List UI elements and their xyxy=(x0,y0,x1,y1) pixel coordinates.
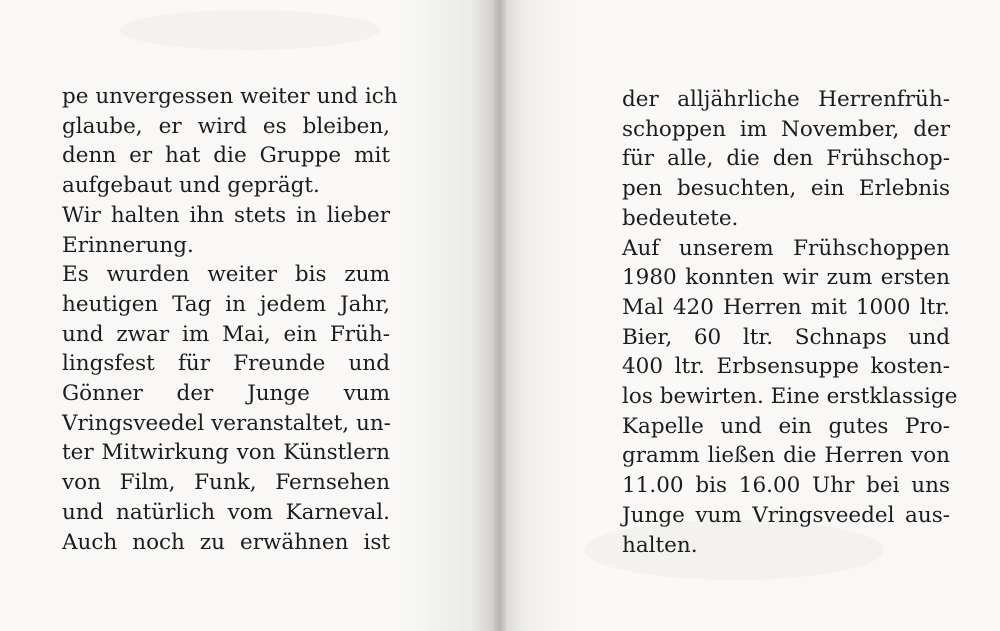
text-line: Auf unserem Frühschoppen xyxy=(622,235,950,261)
text-line: Kapelle und ein gutes Pro- xyxy=(622,413,950,439)
text-line: Mal 420 Herren mit 1000 ltr. xyxy=(622,294,950,320)
text-line: Es wurden weiter bis zum xyxy=(62,262,390,288)
text-line: heutigen Tag in jedem Jahr, xyxy=(62,291,390,317)
text-line: pe unvergessen weiter und ich xyxy=(62,84,398,109)
text-line: von Film, Funk, Fernsehen xyxy=(62,470,390,496)
book-gutter xyxy=(494,0,506,631)
text-line: für alle, die den Frühschop- xyxy=(622,146,950,172)
text-line: der alljährliche Herrenfrüh- xyxy=(622,87,950,112)
text-line: 11.00 bis 16.00 Uhr bei uns xyxy=(622,473,950,499)
text-line: Gönner der Junge vum xyxy=(62,381,390,407)
text-line: ter Mitwirkung von Künstlern xyxy=(62,440,390,466)
text-line: bedeutete. xyxy=(622,205,739,231)
text-line: los bewirten. Eine erstklassige xyxy=(622,384,958,410)
text-line: und zwar im Mai, ein Früh- xyxy=(62,321,390,347)
text-line: Junge vum Vringsveedel aus- xyxy=(622,502,950,528)
text-line: Wir halten ihn stets in lieber xyxy=(62,202,390,228)
text-line: halten. xyxy=(622,532,698,558)
text-line: Bier, 60 ltr. Schnaps und xyxy=(622,324,950,350)
text-line: aufgebaut und geprägt. xyxy=(62,173,320,199)
paper-stain xyxy=(120,10,380,50)
text-line: 400 ltr. Erbsensuppe kosten- xyxy=(622,354,950,380)
text-line: pen besuchten, ein Erlebnis xyxy=(622,176,950,202)
text-line: 1980 konnten wir zum ersten xyxy=(622,265,950,291)
text-line: und natürlich vom Karneval. xyxy=(62,499,390,525)
text-line: Vringsveedel veranstaltet, un- xyxy=(62,410,391,436)
right-page-text xyxy=(622,85,958,560)
text-line: schoppen im November, der xyxy=(622,116,950,142)
text-line: Auch noch zu erwähnen ist xyxy=(62,529,390,555)
text-line: lingsfest für Freunde und xyxy=(62,351,390,377)
text-line: Erinnerung. xyxy=(62,232,194,258)
text-line: gramm ließen die Herren von xyxy=(622,443,950,469)
text-line: denn er hat die Gruppe mit xyxy=(62,143,390,169)
text-line: glaube, er wird es bleiben, xyxy=(62,113,390,139)
left-page-text xyxy=(62,82,398,557)
